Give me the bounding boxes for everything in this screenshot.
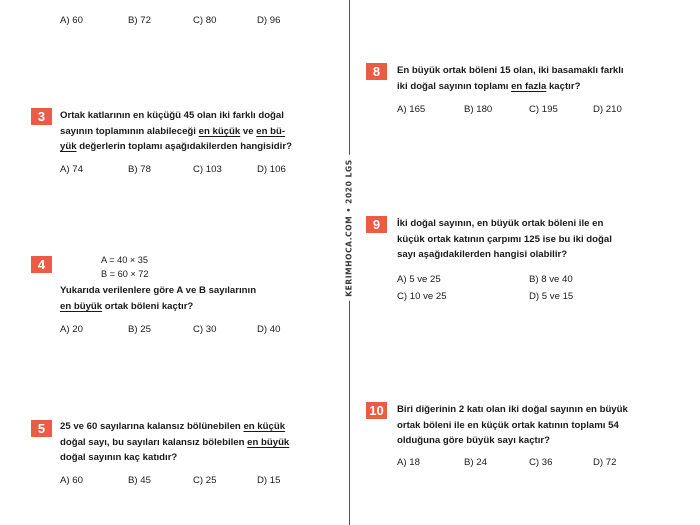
stem-line: En büyük ortak böleni 15 olan, iki basamaklı farklı [397, 65, 624, 76]
stem-line: iki doğal sayının toplamı en fazla kaçtır? [397, 80, 581, 92]
watermark: KERIMHOCA.COM • 2020 LGS [345, 155, 354, 301]
prev-option-c[interactable]: C) 80 [193, 15, 217, 26]
q10-option-b[interactable]: B) 24 [464, 457, 487, 468]
q5-option-d[interactable]: D) 15 [257, 475, 281, 486]
question-8-stem [397, 63, 647, 94]
stem-line: Yukarıda verilenlere göre A ve B sayılarının [60, 285, 257, 296]
prev-option-d[interactable]: D) 96 [257, 15, 281, 26]
formula-a: A = 40 × 35 [101, 255, 149, 265]
q10-option-d[interactable]: D) 72 [593, 457, 617, 468]
q9-option-c[interactable]: C) 10 ve 25 [397, 291, 447, 302]
q8-option-b[interactable]: B) 180 [464, 104, 493, 115]
prev-option-a[interactable]: A) 60 [60, 15, 83, 26]
question-9-stem [397, 216, 647, 263]
q4-option-d[interactable]: D) 40 [257, 324, 281, 335]
question-3-stem [60, 108, 310, 155]
stem-line: doğal sayının kaç katıdır? [60, 452, 178, 463]
q5-option-a[interactable]: A) 60 [60, 475, 83, 486]
q4-option-a[interactable]: A) 20 [60, 324, 83, 335]
question-10-stem [397, 402, 652, 449]
stem-line: doğal sayı, bu sayıları kalansız bölebilen en büyük [60, 436, 290, 448]
q10-option-c[interactable]: C) 36 [529, 457, 553, 468]
q4-option-c[interactable]: C) 30 [193, 324, 217, 335]
question-5-stem [60, 419, 310, 466]
q3-option-b[interactable]: B) 78 [128, 164, 151, 175]
stem-line: İki doğal sayının, en büyük ortak böleni ile en [397, 218, 604, 229]
stem-line: sayının toplamının alabileceği en küçük ve en bü- [60, 125, 286, 137]
q9-option-d[interactable]: D) 5 ve 15 [529, 291, 574, 302]
q5-option-b[interactable]: B) 45 [128, 475, 151, 486]
stem-line: en büyük ortak böleni kaçtır? [60, 300, 194, 312]
stem-line: Biri diğerinin 2 katı olan iki doğal sayının en büyük [397, 404, 628, 415]
q8-option-d[interactable]: D) 210 [593, 104, 622, 115]
q9-option-b[interactable]: B) 8 ve 40 [529, 274, 573, 285]
question-number-badge: 10 [366, 402, 387, 419]
question-4-stem [60, 283, 310, 314]
q3-option-a[interactable]: A) 74 [60, 164, 83, 175]
stem-line: yük değerlerin toplamı aşağıdakilerden hangisidir? [60, 141, 292, 152]
prev-option-b[interactable]: B) 72 [128, 15, 151, 26]
q10-option-a[interactable]: A) 18 [397, 457, 420, 468]
stem-line: Ortak katlarının en küçüğü 45 olan iki farklı doğal [60, 110, 284, 121]
question-number-badge: 3 [31, 108, 52, 125]
q4-option-b[interactable]: B) 25 [128, 324, 151, 335]
q9-option-a[interactable]: A) 5 ve 25 [397, 274, 441, 285]
q3-option-d[interactable]: D) 106 [257, 164, 286, 175]
stem-line: küçük ortak katının çarpımı 125 ise bu iki doğal [397, 233, 612, 245]
stem-line: sayı aşağıdakilerden hangisi olabilir? [397, 249, 568, 260]
q3-option-c[interactable]: C) 103 [193, 164, 222, 175]
q8-option-a[interactable]: A) 165 [397, 104, 426, 115]
q8-option-c[interactable]: C) 195 [529, 104, 558, 115]
stem-line: olduğuna göre büyük sayı kaçtır? [397, 435, 550, 446]
question-number-badge: 8 [366, 63, 387, 80]
question-number-badge: 5 [31, 420, 52, 437]
q5-option-c[interactable]: C) 25 [193, 475, 217, 486]
stem-line: ortak böleni ile en küçük ortak katının toplamı 54 [397, 419, 619, 431]
question-number-badge: 4 [31, 256, 52, 273]
stem-line: 25 ve 60 sayılarına kalansız bölünebilen en küçük [60, 421, 286, 432]
question-number-badge: 9 [366, 216, 387, 233]
formula-b: B = 60 × 72 [101, 269, 149, 279]
